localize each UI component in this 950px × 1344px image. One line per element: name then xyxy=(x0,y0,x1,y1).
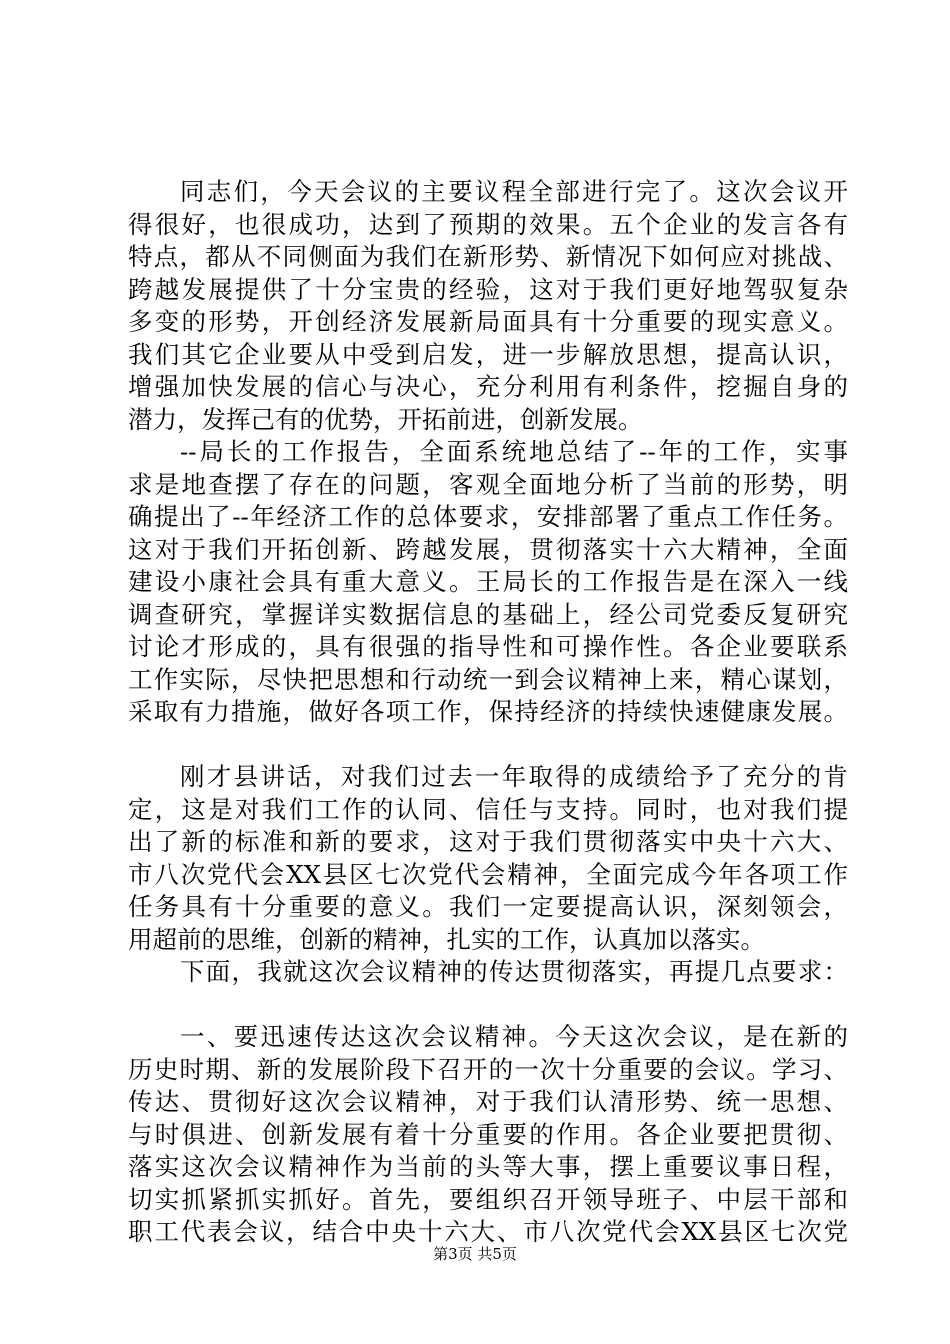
text-line: 出了新的标准和新的要求，这对于我们贯彻落实中央十六大、 xyxy=(128,827,848,856)
text-line: 工作实际，尽快把思想和行动统一到会议精神上来，精心谋划， xyxy=(128,664,848,694)
text-line: 增强加快发展的信心与决心，充分利用有利条件，挖掘自身的 xyxy=(128,372,848,401)
text-line: 定，这是对我们工作的认同、信任与支持。同时，也对我们提 xyxy=(128,794,848,824)
text-line: 跨越发展提供了十分宝贵的经验，这对于我们更好地驾驭复杂 xyxy=(128,274,848,304)
text-line: 传达、贯彻好这次会议精神，对于我们认清形势、统一思想、 xyxy=(128,1087,848,1116)
text-line: 下面，我就这次会议精神的传达贯彻落实，再提几点要求： xyxy=(180,957,848,986)
text-line: 得很好，也很成功，达到了预期的效果。五个企业的发言各有 xyxy=(128,209,848,239)
text-line: 任务具有十分重要的意义。我们一定要提高认识，深刻领会， xyxy=(128,892,848,921)
text-line: 刚才县讲话，对我们过去一年取得的成绩给予了充分的肯 xyxy=(180,762,848,791)
text-line: 职工代表会议，结合中央十六大、市八次党代会XX县区七次党 xyxy=(128,1217,848,1246)
text-line: 历史时期、新的发展阶段下召开的一次十分重要的会议。学习、 xyxy=(128,1054,848,1084)
text-line: 同志们，今天会议的主要议程全部进行完了。这次会议开 xyxy=(180,177,848,206)
text-line: 求是地查摆了存在的问题，客观全面地分析了当前的形势，明 xyxy=(128,469,848,499)
text-line: 用超前的思维，创新的精神，扎实的工作，认真加以落实。 xyxy=(128,924,765,954)
paragraph-gap xyxy=(128,729,848,762)
text-line: 我们其它企业要从中受到启发，进一步解放思想，提高认识， xyxy=(128,339,848,369)
text-line: 多变的形势，开创经济发展新局面具有十分重要的现实意义。 xyxy=(128,307,848,336)
text-line: 讨论才形成的，具有很强的指导性和可操作性。各企业要联系 xyxy=(128,632,848,661)
text-line: 确提出了--年经济工作的总体要求，安排部署了重点工作任务。 xyxy=(128,502,848,531)
text-line: 建设小康社会具有重大意义。王局长的工作报告是在深入一线 xyxy=(128,567,848,596)
text-line: 这对于我们开拓创新、跨越发展，贯彻落实十六大精神，全面 xyxy=(128,534,848,564)
text-line: 市八次党代会XX县区七次党代会精神，全面完成今年各项工作 xyxy=(128,859,848,889)
text-line: --局长的工作报告，全面系统地总结了--年的工作，实事 xyxy=(180,437,848,466)
text-line: 采取有力措施，做好各项工作，保持经济的持续快速健康发展。 xyxy=(128,697,848,726)
text-line: 切实抓紧抓实抓好。首先，要组织召开领导班子、中层干部和 xyxy=(128,1184,848,1214)
text-line: 调查研究，掌握详实数据信息的基础上，经公司党委反复研究 xyxy=(128,599,848,629)
text-line: 落实这次会议精神作为当前的头等大事，摆上重要议事日程， xyxy=(128,1152,848,1181)
text-line: 特点，都从不同侧面为我们在新形势、新情况下如何应对挑战、 xyxy=(128,242,848,271)
page-number: 第3页 共5页 xyxy=(433,1245,517,1263)
text-line: 与时俱进、创新发展有着十分重要的作用。各企业要把贯彻、 xyxy=(128,1119,848,1149)
document-body xyxy=(128,176,848,1249)
text-line: 潜力，发挥己有的优势，开拓前进，创新发展。 xyxy=(128,404,643,434)
paragraph-gap xyxy=(128,989,848,1022)
text-line: 一、要迅速传达这次会议精神。今天这次会议，是在新的 xyxy=(180,1022,848,1051)
